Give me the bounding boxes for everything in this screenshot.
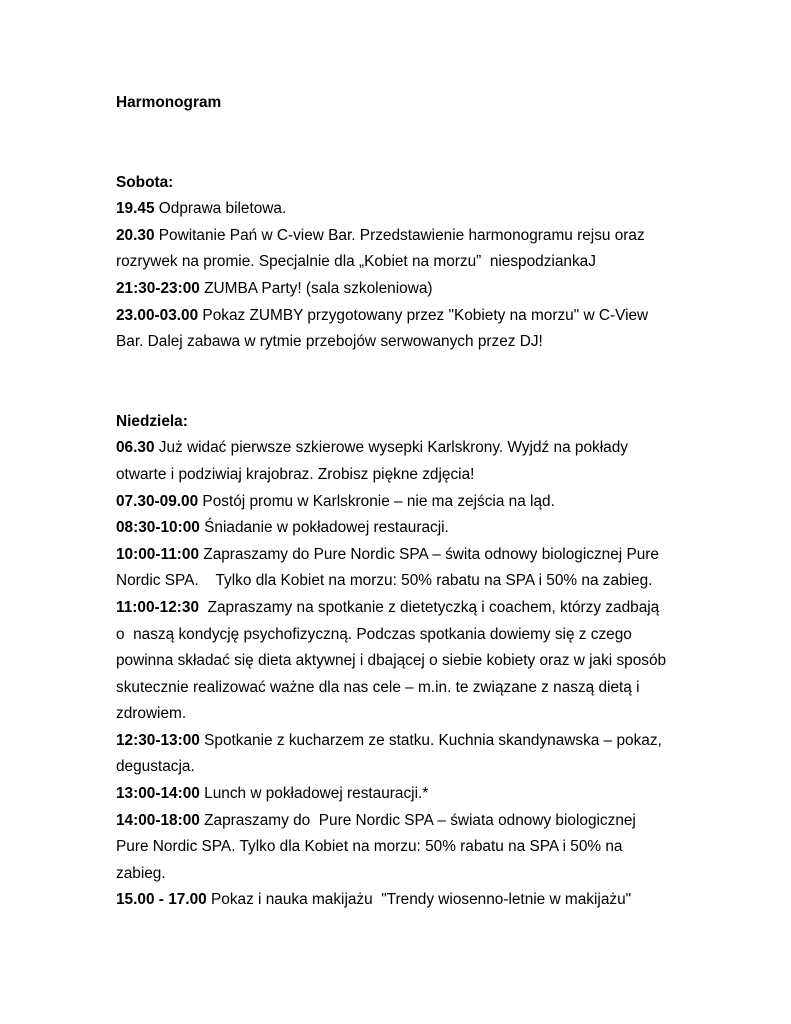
entry-time: 11:00-12:30 xyxy=(116,598,200,616)
entry-time: 12:30-13:00 xyxy=(116,731,200,749)
entry-time: 08:30-10:00 xyxy=(116,519,200,537)
entry-time: 23.00-03.00 xyxy=(116,306,199,324)
entry-time: 07.30-09.00 xyxy=(116,492,199,510)
entry-time: 19.45 xyxy=(116,200,155,218)
entry-text: Śniadanie w pokładowej restauracji. xyxy=(199,519,449,537)
entry-time: 13:00-14:00 xyxy=(116,785,200,803)
schedule-entry xyxy=(116,808,716,888)
entry-text: Powitanie Pań w C-view Bar. Przedstawienie harmonogramu rejsu oraz rozrywek na promie. Specjalnie dla „Kobiet na morzu” niespodziankaJ xyxy=(116,226,645,271)
entry-text: ZUMBA Party! (sala szkoleniowa) xyxy=(199,279,433,297)
spacer xyxy=(116,117,716,170)
entry-time: 06.30 xyxy=(116,439,155,457)
schedule-entry xyxy=(116,887,716,914)
entry-text: Zapraszamy do Pure Nordic SPA – świata odnowy biologicznej Pure Nordic SPA. Tylko dla Kobiet na morzu: 50% rabatu na SPA i 50% na zabieg. xyxy=(116,811,636,882)
document-page xyxy=(116,90,716,914)
entry-text: Już widać pierwsze szkierowe wysepki Karlskrony. Wyjdź na pokłady otwarte i podziwiaj krajobraz. Zrobisz piękne zdjęcia! xyxy=(116,439,628,483)
entry-time: 20.30 xyxy=(116,226,155,244)
entry-time: 14:00-18:00 xyxy=(116,811,200,829)
entry-text: Lunch w pokładowej restauracji.* xyxy=(199,785,429,803)
entry-text: Zapraszamy do Pure Nordic SPA – świta odnowy biologicznej Pure Nordic SPA. Tylko dla Kobiet na morzu: 50% rabatu na SPA i 50% na zabieg. xyxy=(116,545,659,590)
entry-time: 21:30-23:00 xyxy=(116,279,200,297)
day-heading: Niedziela: xyxy=(116,412,188,430)
schedule-entry xyxy=(116,223,716,276)
entry-text: Pokaz i nauka makijażu "Trendy wiosenno-letnie w makijażu" xyxy=(206,891,632,909)
schedule-entry xyxy=(116,595,716,728)
spacer xyxy=(116,356,716,409)
schedule-entry xyxy=(116,435,716,488)
schedule-entry xyxy=(116,728,716,781)
entry-text: Postój promu w Karlskronie – nie ma zejścia na ląd. xyxy=(198,492,555,510)
schedule-entry xyxy=(116,489,716,516)
entry-text: Pokaz ZUMBY przygotowany przez "Kobiety na morzu" w C-View Bar. Dalej zabawa w rytmie przebojów serwowanych przez DJ! xyxy=(116,306,649,351)
schedule-entry xyxy=(116,781,716,808)
day-heading: Sobota: xyxy=(116,173,174,191)
section-saturday xyxy=(116,170,716,356)
section-sunday xyxy=(116,409,716,914)
entry-time: 10:00-11:00 xyxy=(116,545,200,563)
schedule-entry xyxy=(116,196,716,223)
schedule-entry xyxy=(116,542,716,595)
document-title: Harmonogram xyxy=(116,94,222,111)
entry-text: Odprawa biletowa. xyxy=(154,200,287,218)
schedule-entry xyxy=(116,515,716,542)
entry-time: 15.00 - 17.00 xyxy=(116,891,207,909)
schedule-entry xyxy=(116,303,716,356)
entry-text: Spotkanie z kucharzem ze statku. Kuchnia skandynawska – pokaz, degustacja. xyxy=(116,731,662,776)
schedule-entry xyxy=(116,276,716,303)
entry-text: Zapraszamy na spotkanie z dietetyczką i coachem, którzy zadbają o naszą kondycję psychofizyczną. Podczas spotkania dowiemy się z czego powinna składać się dieta aktywnej i dbającej o siebie kobiety oraz w jaki sposób skutecznie realizować ważne dla nas cele – m.in. te związane z naszą dietą i zdrowiem. xyxy=(116,598,667,723)
